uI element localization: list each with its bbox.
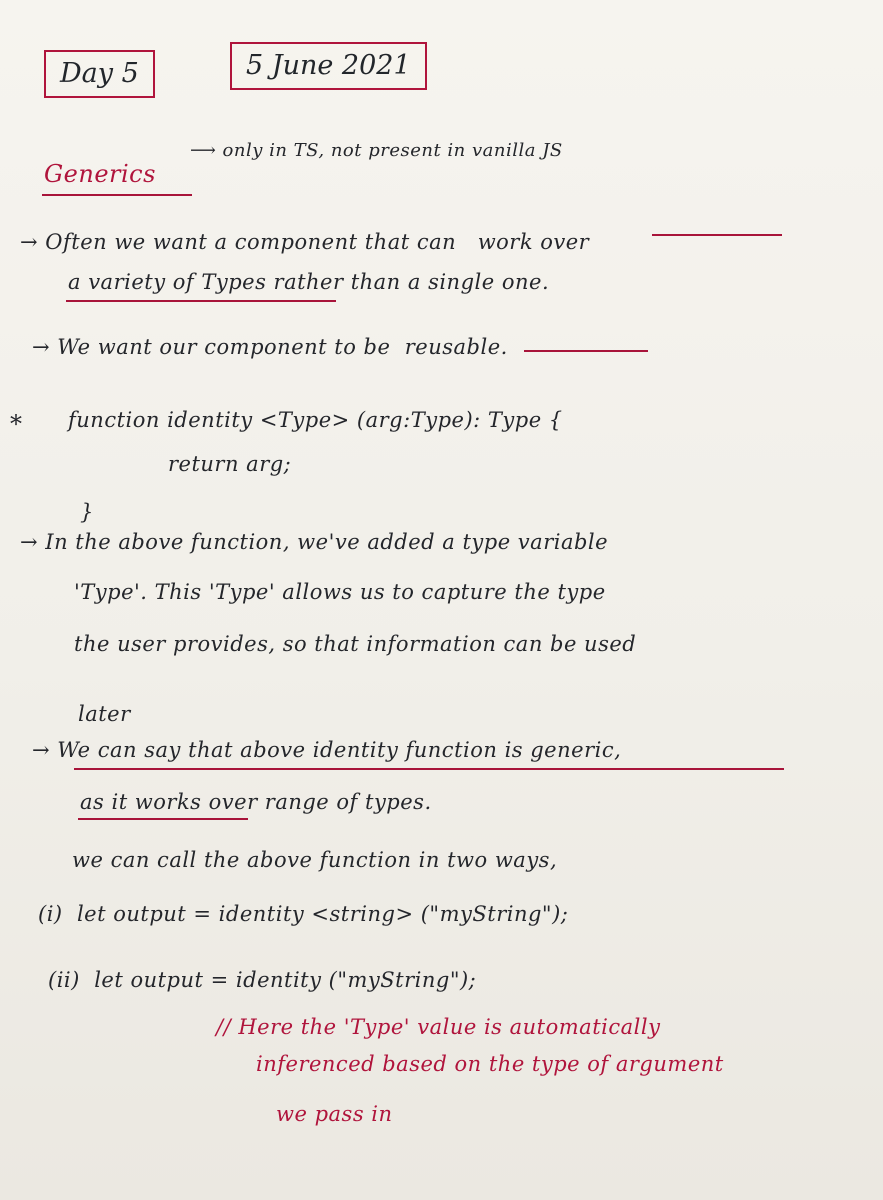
- work-over-underline: [652, 234, 782, 236]
- comment-line-3: we pass in: [276, 1102, 393, 1126]
- variety-underline: [66, 300, 336, 302]
- arrow-icon: ⟶: [190, 140, 223, 161]
- generic-line-1: → We can say that above identity function is generic,: [32, 738, 622, 762]
- explain-line-1: → In the above function, we've added a type variable: [20, 530, 609, 554]
- comment-line-2: inferenced based on the type of argument: [256, 1052, 724, 1076]
- date-box: [230, 42, 427, 90]
- code-line-1: function identity <Type> (arg:Type): Type {: [68, 408, 563, 432]
- arrow-icon: →: [20, 530, 46, 554]
- day-box: [44, 50, 155, 98]
- date-label: 5 June 2021: [246, 50, 411, 81]
- generics-underline: [42, 194, 192, 196]
- bullet-1-line-2: a variety of Types rather than a single one.: [68, 270, 550, 294]
- bullet-2: → We want our component to be reusable.: [32, 335, 508, 359]
- code-line-3: }: [80, 500, 94, 524]
- code-star: *: [10, 410, 23, 438]
- reusable-underline: [524, 350, 648, 352]
- explain-line-3: the user provides, so that information can be used: [74, 632, 637, 656]
- generic-underline-2: [78, 818, 248, 820]
- generic-line-2: as it works over range of types.: [80, 790, 432, 814]
- comment-line-1: // Here the 'Type' value is automatically: [216, 1015, 661, 1039]
- generics-title: Generics: [44, 160, 156, 188]
- arrow-icon: →: [32, 335, 58, 359]
- arrow-icon: →: [20, 230, 46, 254]
- generic-underline-1: [74, 768, 784, 770]
- way-ii: (ii) let output = identity ("myString");: [48, 968, 477, 992]
- generics-note: ⟶ only in TS, not present in vanilla JS: [190, 140, 563, 161]
- bullet-1-line-1: → Often we want a component that can work over: [20, 230, 590, 254]
- day-label: Day 5: [60, 58, 139, 89]
- ways-intro: we can call the above function in two ways,: [72, 848, 558, 872]
- code-line-2: return arg;: [168, 452, 292, 476]
- arrow-icon: →: [32, 738, 58, 762]
- explain-line-2: 'Type'. This 'Type' allows us to capture the type: [74, 580, 606, 604]
- way-i: (i) let output = identity <string> ("myString");: [38, 902, 569, 926]
- explain-line-4: later: [78, 702, 131, 726]
